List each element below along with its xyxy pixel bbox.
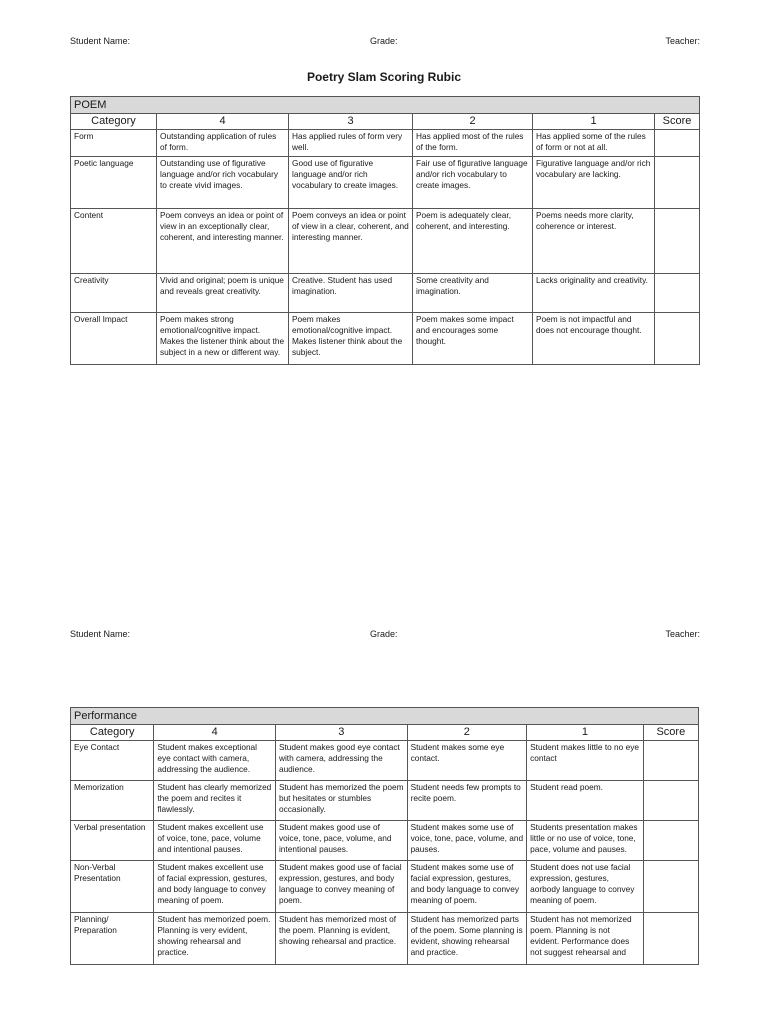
score-cell[interactable] — [655, 274, 700, 313]
level-3-cell: Poem conveys an idea or point of view in a clear, coherent, and interesting manner. — [289, 209, 413, 274]
table-row — [71, 157, 700, 209]
level-4-cell: Poem conveys an idea or point of view in an exceptionally clear, coherent, and interesting manner. — [157, 209, 289, 274]
column-header-row — [71, 114, 700, 130]
level-2-cell: Fair use of figurative language and/or rich vocabulary to create images. — [413, 157, 533, 209]
table-row — [71, 313, 700, 365]
column-header: Score — [655, 114, 700, 130]
column-header: 2 — [407, 725, 527, 741]
level-4-cell: Vivid and original; poem is unique and reveals great creativity. — [157, 274, 289, 313]
level-4-cell: Outstanding application of rules of form. — [157, 130, 289, 157]
page-header — [70, 629, 700, 643]
category-cell: Poetic language — [71, 157, 157, 209]
category-cell: Non-Verbal Presentation — [71, 861, 154, 913]
category-cell: Creativity — [71, 274, 157, 313]
level-4-cell: Student makes exceptional eye contact with camera, addressing the audience. — [154, 741, 276, 781]
level-4-cell: Student has memorized poem. Planning is very evident, showing rehearsal and practice. — [154, 913, 276, 965]
student-name-label: Student Name: — [70, 629, 131, 639]
column-header: 2 — [413, 114, 533, 130]
level-3-cell: Creative. Student has used imagination. — [289, 274, 413, 313]
poem-rubric-table — [70, 96, 700, 365]
level-3-cell: Student has memorized the poem but hesitates or stumbles occasionally. — [275, 781, 407, 821]
teacher-label: Teacher: — [665, 629, 700, 639]
column-header: 3 — [289, 114, 413, 130]
level-3-cell: Poem makes emotional/cognitive impact. Makes listener think about the subject. — [289, 313, 413, 365]
grade-label: Grade: — [370, 36, 398, 46]
level-4-cell: Student makes excellent use of voice, tone, pace, volume and intentional pauses. — [154, 821, 276, 861]
level-3-cell: Student makes good eye contact with camera, addressing the audience. — [275, 741, 407, 781]
rubric-title: Poetry Slam Scoring Rubic — [306, 70, 462, 84]
category-cell: Verbal presentation — [71, 821, 154, 861]
level-4-cell: Student makes excellent use of facial expression, gestures, and body language to convey meaning of poem. — [154, 861, 276, 913]
level-1-cell: Student does not use facial expression, gestures, aorbody language to convey meaning of poem. — [527, 861, 644, 913]
level-2-cell: Poem is adequately clear, coherent, and interesting. — [413, 209, 533, 274]
category-cell: Form — [71, 130, 157, 157]
level-4-cell: Poem makes strong emotional/cognitive impact. Makes the listener think about the subject in a new or different way. — [157, 313, 289, 365]
column-header: 1 — [527, 725, 644, 741]
level-2-cell: Student needs few prompts to recite poem. — [407, 781, 527, 821]
score-cell[interactable] — [643, 821, 698, 861]
category-cell: Eye Contact — [71, 741, 154, 781]
section-title: POEM — [71, 97, 700, 114]
level-1-cell: Lacks originality and creativity. — [533, 274, 655, 313]
column-header: Score — [643, 725, 698, 741]
score-cell[interactable] — [655, 157, 700, 209]
table-row — [71, 741, 699, 781]
level-2-cell: Student has memorized parts of the poem. Some planning is evident, showing rehearsal and practice. — [407, 913, 527, 965]
teacher-label: Teacher: — [665, 36, 700, 46]
level-2-cell: Has applied most of the rules of the form. — [413, 130, 533, 157]
score-cell[interactable] — [655, 313, 700, 365]
level-2-cell: Student makes some use of voice, tone, pace, volume, and pauses. — [407, 821, 527, 861]
level-3-cell: Has applied rules of form very well. — [289, 130, 413, 157]
table-row — [71, 861, 699, 913]
level-3-cell: Student makes good use of voice, tone, pace, volume, and intentional pauses. — [275, 821, 407, 861]
table-row — [71, 913, 699, 965]
level-2-cell: Poem makes some impact and encourages some thought. — [413, 313, 533, 365]
table-row — [71, 130, 700, 157]
score-cell[interactable] — [643, 781, 698, 821]
level-1-cell: Students presentation makes little or no use of voice, tone, pace, volume and pauses. — [527, 821, 644, 861]
level-2-cell: Some creativity and imagination. — [413, 274, 533, 313]
category-cell: Memorization — [71, 781, 154, 821]
column-header: 4 — [157, 114, 289, 130]
table-row — [71, 274, 700, 313]
column-header: 4 — [154, 725, 276, 741]
level-1-cell: Figurative language and/or rich vocabulary are lacking. — [533, 157, 655, 209]
column-header: Category — [71, 114, 157, 130]
page-header — [70, 36, 700, 50]
column-header: 3 — [275, 725, 407, 741]
category-cell: Planning/ Preparation — [71, 913, 154, 965]
level-2-cell: Student makes some use of facial expression, gestures, and body language to convey meaning of poem. — [407, 861, 527, 913]
score-cell[interactable] — [643, 861, 698, 913]
level-3-cell: Student makes good use of facial expression, gestures, and body language to convey meaning of poem. — [275, 861, 407, 913]
level-4-cell: Outstanding use of figurative language and/or rich vocabulary to create vivid images. — [157, 157, 289, 209]
column-header-row — [71, 725, 699, 741]
level-2-cell: Student makes some eye contact. — [407, 741, 527, 781]
category-cell: Overall Impact — [71, 313, 157, 365]
score-cell[interactable] — [655, 209, 700, 274]
grade-label: Grade: — [370, 629, 398, 639]
level-1-cell: Student has not memorized poem. Planning is not evident. Performance does not suggest rehearsal and — [527, 913, 644, 965]
section-title: Performance — [71, 708, 699, 725]
performance-rubric-table — [70, 707, 699, 965]
category-cell: Content — [71, 209, 157, 274]
score-cell[interactable] — [643, 913, 698, 965]
level-4-cell: Student has clearly memorized the poem and recites it flawlessly. — [154, 781, 276, 821]
level-1-cell: Student read poem. — [527, 781, 644, 821]
column-header: 1 — [533, 114, 655, 130]
table-row — [71, 821, 699, 861]
level-3-cell: Student has memorized most of the poem. Planning is evident, showing rehearsal and practice. — [275, 913, 407, 965]
level-1-cell: Has applied some of the rules of form or not at all. — [533, 130, 655, 157]
score-cell[interactable] — [655, 130, 700, 157]
level-1-cell: Poem is not impactful and does not encourage thought. — [533, 313, 655, 365]
level-1-cell: Poems needs more clarity, coherence or interest. — [533, 209, 655, 274]
score-cell[interactable] — [643, 741, 698, 781]
table-row — [71, 781, 699, 821]
column-header: Category — [71, 725, 154, 741]
level-1-cell: Student makes little to no eye contact — [527, 741, 644, 781]
level-3-cell: Good use of figurative language and/or rich vocabulary to create images. — [289, 157, 413, 209]
student-name-label: Student Name: — [70, 36, 131, 46]
table-row — [71, 209, 700, 274]
